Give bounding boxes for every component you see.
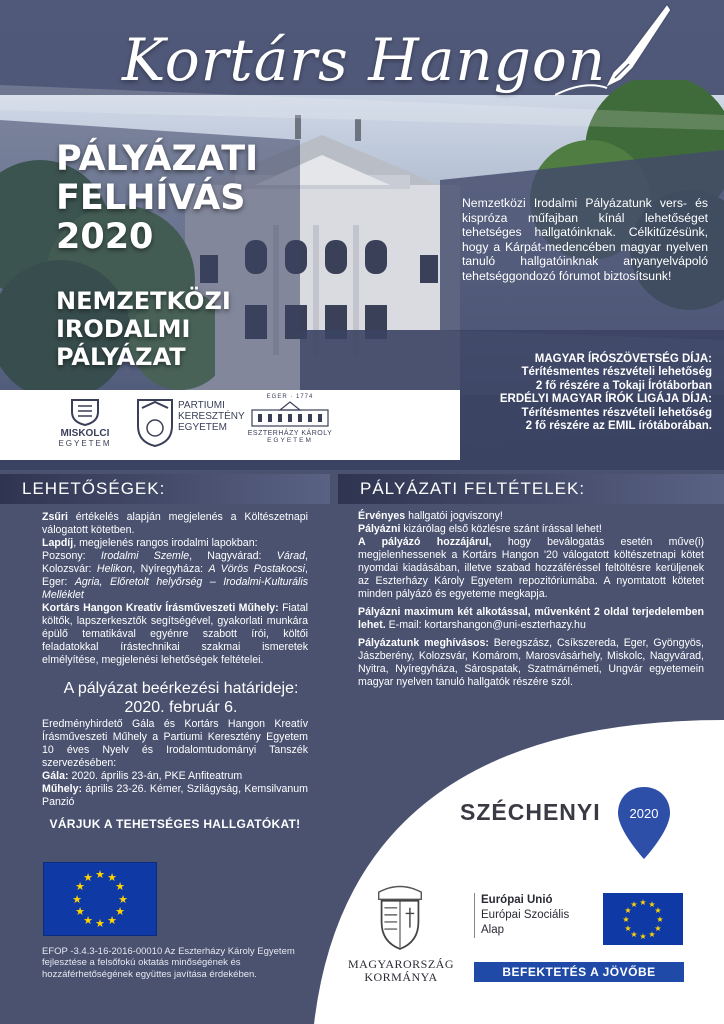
svg-text:★: ★: [83, 914, 93, 927]
szechenyi-pin-icon: [616, 785, 672, 861]
condition-2: [358, 523, 704, 536]
svg-text:★: ★: [75, 880, 85, 893]
eu-line2: Európai Szociális: [481, 909, 570, 921]
svg-text:★: ★: [115, 880, 125, 893]
prize-title-1: MAGYAR ÍRÓSZÖVETSÉG DÍJA:: [534, 353, 712, 365]
government-name: [336, 958, 466, 984]
prize-desc-2b: 2 fő részére az EMIL írótáborában.: [525, 420, 712, 433]
condition-3: [358, 536, 704, 601]
condition-2-label: Pályázni: [358, 523, 401, 535]
condition-1-label: Érvényes: [358, 510, 406, 522]
prize-desc-1b: 2 fő részére a Tokaji Írótáborban: [535, 379, 712, 392]
gala-value: 2020. április 23-án, PKE Anfiteatrum: [68, 770, 243, 782]
partium-line1: PARTIUMI: [178, 400, 225, 411]
partium-line2: KERESZTÉNY: [178, 411, 245, 422]
condition-2-text: kizárólag első közlésre szánt írással lehet!: [400, 523, 602, 535]
section-header-left: [0, 474, 330, 504]
svg-text:★: ★: [639, 898, 647, 907]
condition-4: [358, 606, 704, 632]
miskolc-line2: EGYETEM: [58, 439, 112, 448]
opportunities-heading: LEHETŐSÉGEK:: [22, 479, 166, 498]
journal-1: Irodalmi Szemle: [100, 550, 190, 562]
svg-text:★: ★: [630, 930, 638, 939]
svg-text:★: ★: [648, 900, 656, 909]
gala-info: [42, 718, 308, 809]
gov-line2: KORMÁNYA: [364, 970, 438, 984]
conditions-heading: PÁLYÁZATI FELTÉTELEK:: [360, 479, 586, 498]
svg-text:★: ★: [630, 900, 638, 909]
prize-desc-1a: Térítésmentes részvételi lehetőség: [521, 366, 712, 379]
subtitle-line-3: PÁLYÁZAT: [56, 343, 186, 371]
condition-1-text: hallgatói jogviszony!: [405, 510, 503, 522]
svg-text:★: ★: [95, 917, 105, 930]
brand-logotype: Kortárs Hangon: [122, 26, 607, 94]
deadline-label: A pályázat beérkezési határideje:: [63, 680, 299, 697]
workshop-text: Fiatal költők, lapszerkesztők segítségével, gyakorlati munkára épülő tematikával egyénre szabott írói, költői feladatokkal írástechnikai szakmai ismeretek elmélyítése, megjelenési lehetőségek feltételei.: [42, 602, 308, 666]
hungarian-coat-of-arms-icon: [350, 878, 450, 956]
opportunities-text: [42, 511, 308, 667]
title-line-2: FELHÍVÁS: [56, 178, 246, 218]
svg-text:★: ★: [639, 932, 647, 941]
eu-stars-icon: [44, 863, 156, 935]
condition-3-text: hogy beválogatás esetén műve(i) megjelenhessenek a Kortárs Hangon '20 válogatott költészetnapi kötet nyomdai kiadásában, illetve szabad hozzáféréssel feltöltésre kerüljenek az Eszterházy Károly Egyetem repozitóriumába. A nyomtatott kötetet minden pályázó és egyeteme megkapja.: [358, 536, 704, 600]
gala-line: [42, 770, 308, 783]
svg-text:★: ★: [75, 905, 85, 918]
eu-line1: Európai Unió: [481, 894, 553, 906]
svg-text:★: ★: [654, 924, 662, 933]
muhely-value: április 23-26. Kémer, Szilágyság, Kemsilvanum Panzió: [42, 783, 308, 808]
closing-slogan: VÁRJUK A TEHETSÉGES HALLGATÓKAT!: [49, 817, 301, 831]
szechenyi-wordmark: SZÉCHENYI: [460, 799, 601, 825]
journal-city-4: , Nyíregyháza:: [132, 563, 209, 575]
svg-text:★: ★: [624, 906, 632, 915]
eu-stars-small-icon: [603, 893, 683, 945]
jury-text: értékelés alapján megjelenés a Költészetnapi válogatott kötetben.: [42, 511, 308, 536]
condition-1: [358, 510, 704, 523]
svg-text:★: ★: [107, 871, 117, 884]
efop-note: EFOP -3.4.3-16-2016-00010 Az Eszterházy Károly Egyetem fejlesztése a felsőfokú oktatás minőségének és hozzáférhetőségének együttes javítása érdekében.: [42, 946, 295, 980]
journal-2: Várad: [276, 550, 306, 562]
eu-flag-small-image: [603, 893, 683, 945]
svg-text:★: ★: [107, 914, 117, 927]
svg-text:★: ★: [648, 930, 656, 939]
jury-paragraph: [42, 511, 308, 537]
eszterhazy-top: EGER · 1774: [266, 394, 314, 400]
svg-text:★: ★: [95, 868, 105, 881]
szechenyi-year: 2020: [629, 806, 659, 821]
section-header-right: [338, 474, 724, 504]
journal-4: A Vörös Postakocsi: [208, 563, 306, 575]
condition-4-email: E-mail: kortarshangon@uni-eszterhazy.hu: [385, 619, 586, 631]
deadline-date: 2020. február 6.: [124, 699, 238, 716]
title-line-3: 2020: [56, 217, 154, 257]
condition-5: [358, 637, 704, 689]
prize-desc-2a: Térítésmentes részvételi lehetőség: [521, 406, 712, 419]
gala-intro: Eredményhirdető Gála és Kortárs Hangon Kreatív Írásműveszeti Műhely a Partiumi Keresztény Egyetem 10 éves Nyelv és Irodalomtudományi Tanszék szervezésében:: [42, 718, 308, 769]
journals-paragraph: [42, 550, 308, 602]
svg-text:★: ★: [72, 893, 82, 906]
subtitle-line-1: NEMZETKÖZI: [56, 287, 231, 315]
eu-line3: Alap: [481, 924, 505, 936]
svg-text:★: ★: [118, 893, 128, 906]
journal-5: Agria, Előretolt helyőrség – Irodalmi-Kulturális Melléklet: [42, 576, 308, 601]
lapdij-paragraph: [42, 537, 308, 550]
gala-label: Gála:: [42, 770, 69, 782]
journal-3: Helikon: [96, 563, 133, 575]
condition-3-label: A pályázó hozzájárul,: [358, 536, 492, 548]
subtitle-line-2: IRODALMI: [56, 315, 191, 343]
gov-line1: MAGYARORSZÁG: [347, 957, 454, 971]
conditions-text: [358, 510, 704, 694]
partium-line3: EGYETEM: [178, 422, 227, 433]
miskolc-line1: MISKOLCI: [60, 428, 110, 439]
eszterhazy-line1: ESZTERHÁZY KÁROLY: [247, 430, 333, 437]
workshop-paragraph: [42, 602, 308, 667]
svg-text:★: ★: [115, 905, 125, 918]
workshop-label: Kortárs Hangon Kreatív Írásműveszeti Műhely:: [42, 602, 279, 614]
lapdij-text: , megjelenés rangos irodalmi lapokban:: [73, 537, 258, 549]
journal-city-1: Pozsony:: [42, 550, 101, 562]
jury-label: Zsűri: [42, 511, 68, 523]
prize-title-2: ERDÉLYI MAGYAR ÍRÓK LIGÁJA DÍJA:: [499, 393, 712, 406]
eu-fund-text: [474, 893, 601, 938]
eu-flag-image: [43, 862, 157, 936]
svg-text:★: ★: [624, 924, 632, 933]
intro-paragraph: Nemzetközi Irodalmi Pályázatunk vers- és kispróza műfajban kínál lehetőséget tehetséges hallgatóinknak. Célkitűzésünk, hogy a Kárpát-medencében magyar nyelven tanuló hallgatóinknak anyanyelvápoló tehetséggondozó fórumot biztosítsunk!: [462, 196, 708, 283]
condition-5-text: Beregszász, Csíkszereda, Eger, Gyöngyös, Jászberény, Kolozsvár, Komárom, Marosvásárhely, Miskolc, Nagyvárad, Nyitra, Nyíregyháza, Sárospatak, Szatmárnémeti, Ungvár egyetemein magyar nyelven tanuló hallgatók részére szól.: [358, 637, 704, 688]
svg-text:★: ★: [656, 915, 664, 924]
title-line-1: PÁLYÁZATI: [56, 139, 259, 179]
eszterhazy-line2: EGYETEM: [267, 437, 313, 444]
condition-4-label: Pályázni maximum két alkotással, művenként 2 oldal terjedelemben lehet.: [358, 606, 704, 631]
journal-city-5: , Eger:: [42, 563, 308, 588]
lapdij-label: Lapdíj: [42, 537, 74, 549]
muhely-line: [42, 783, 308, 809]
muhely-label: Műhely:: [42, 783, 83, 795]
journal-city-3: , Kolozsvár:: [42, 550, 308, 575]
invest-future-banner: BEFEKTETÉS A JÖVŐBE: [474, 962, 684, 982]
svg-text:★: ★: [622, 915, 630, 924]
svg-text:★: ★: [83, 871, 93, 884]
journal-city-2: , Nagyvárad:: [189, 550, 277, 562]
deadline-block: [46, 679, 316, 717]
svg-text:★: ★: [654, 906, 662, 915]
condition-5-label: Pályázatunk meghívásos:: [358, 637, 489, 649]
